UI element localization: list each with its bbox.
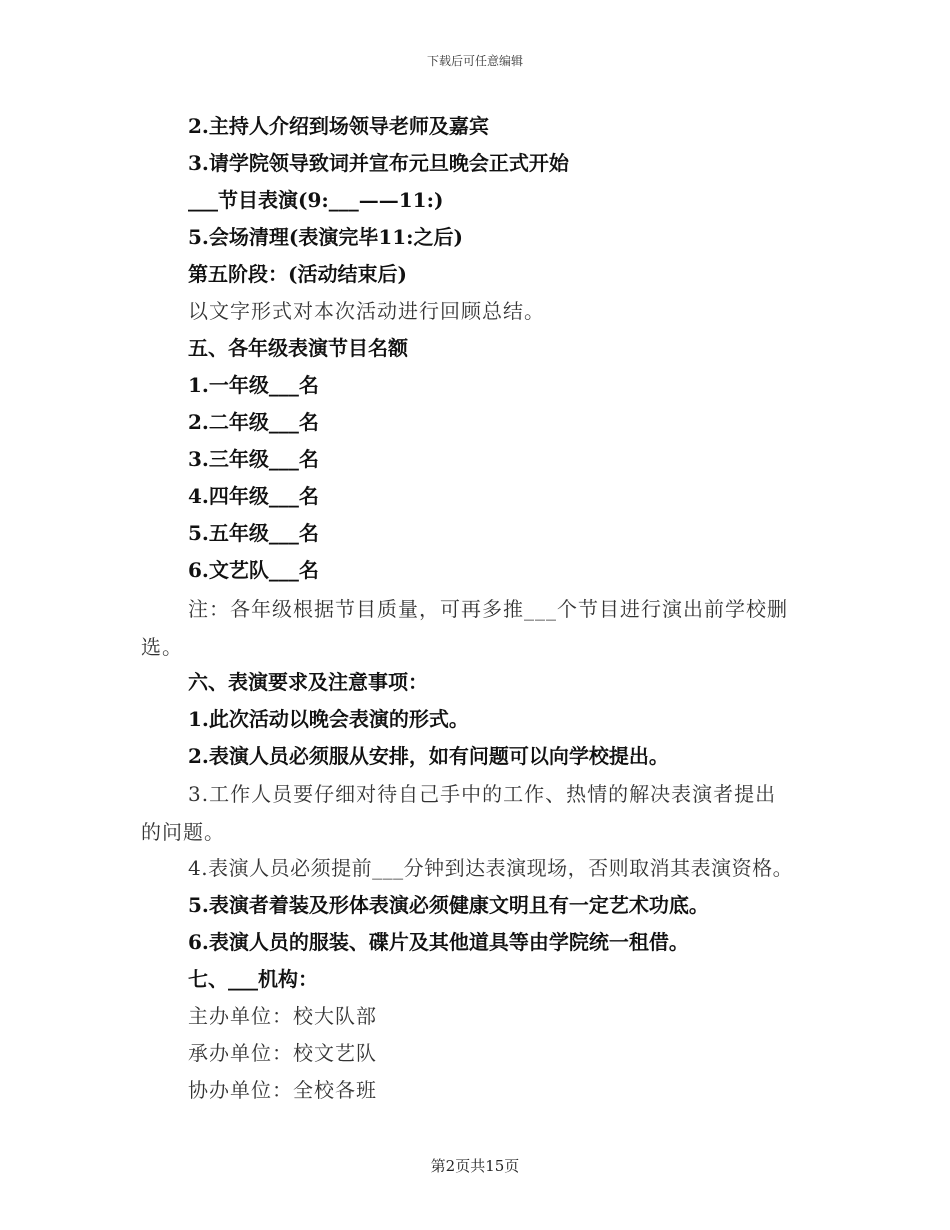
- quota-grade-1: 1.一年级___名: [188, 373, 319, 397]
- requirement-2: 2.表演人员必须服从安排，如有问题可以向学校提出。: [188, 744, 669, 768]
- program-item-2: 2.主持人介绍到场领导老师及嘉宾: [188, 114, 489, 138]
- host-unit: 主办单位：校大队部: [188, 1004, 377, 1028]
- co-organizer-unit: 协办单位：全校各班: [188, 1078, 377, 1102]
- quota-grade-3: 3.三年级___名: [188, 447, 319, 471]
- requirement-1: 1.此次活动以晚会表演的形式。: [188, 707, 469, 731]
- page-number-footer: 第2页共15页: [430, 1157, 520, 1175]
- stage-five-text: 以文字形式对本次活动进行回顾总结。: [188, 299, 545, 323]
- requirement-5: 5.表演者着装及形体表演必须健康文明且有一定艺术功底。: [188, 893, 709, 917]
- quota-grade-4: 4.四年级___名: [188, 484, 319, 508]
- page-header-note: 下载后可任意编辑: [426, 54, 523, 68]
- requirement-3-line-2: 的问题。: [141, 820, 225, 844]
- requirement-6: 6.表演人员的服装、碟片及其他道具等由学院统一租借。: [188, 930, 689, 954]
- quota-note-line-2: 选。: [141, 635, 183, 659]
- section-five-heading: 五、各年级表演节目名额: [188, 336, 408, 360]
- quota-art-team: 6.文艺队___名: [188, 558, 319, 582]
- section-seven-heading: 七、___机构：: [188, 967, 318, 991]
- requirement-3-line-1: 3.工作人员要仔细对待自己手中的工作、热情的解决表演者提出: [188, 782, 777, 806]
- program-item-3: 3.请学院领导致词并宣布元旦晚会正式开始: [188, 151, 569, 175]
- requirement-4: 4.表演人员必须提前___分钟到达表演现场，否则取消其表演资格。: [188, 856, 794, 880]
- program-performance: ___节目表演(9:___——11:): [188, 188, 444, 212]
- requirement-3-paragraph: [141, 781, 821, 845]
- section-six-heading: 六、表演要求及注意事项：: [188, 670, 428, 694]
- quota-note-line-1: 注：各年级根据节目质量，可再多推___个节目进行演出前学校删: [188, 597, 788, 621]
- quota-grade-5: 5.五年级___名: [188, 521, 319, 545]
- program-item-5: 5.会场清理(表演完毕11:之后): [188, 225, 464, 249]
- stage-five-heading: 第五阶段：(活动结束后): [188, 262, 407, 286]
- organizer-unit: 承办单位：校文艺队: [188, 1041, 377, 1065]
- quota-grade-2: 2.二年级___名: [188, 410, 319, 434]
- quota-note-paragraph: [141, 596, 821, 660]
